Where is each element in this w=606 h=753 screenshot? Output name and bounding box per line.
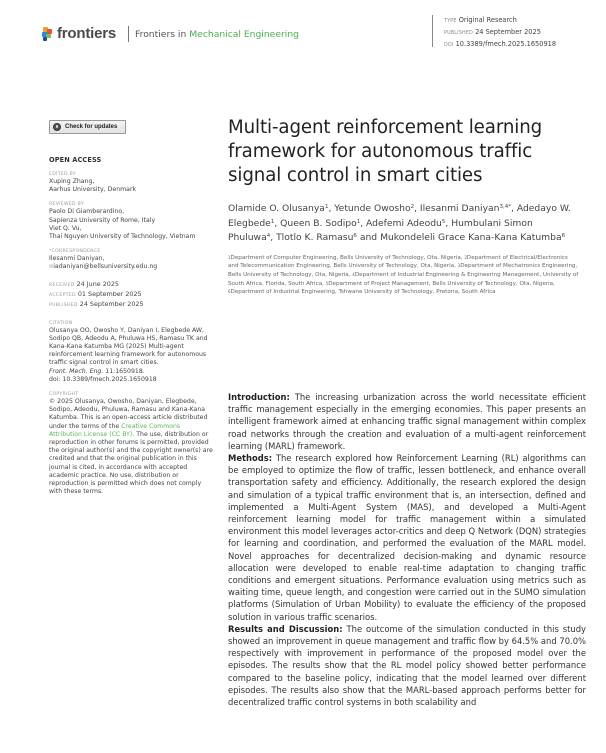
open-access-label: OPEN ACCESS	[49, 156, 102, 164]
received-date: RECEIVED 24 June 2025	[49, 279, 119, 288]
correspondence-email[interactable]: ✉ iadaniyan@bellsuniversity.edu.ng	[49, 263, 214, 271]
affiliation-marker: 6	[228, 289, 231, 295]
crossmark-icon	[53, 123, 61, 131]
reviewed-by-label: REVIEWED BY	[49, 202, 84, 208]
logo-text: frontiers	[57, 25, 117, 42]
author-name[interactable]: Adedayo W. Elegbede	[228, 203, 571, 229]
affiliation-marker: 2	[464, 254, 467, 260]
author-list: Olamide O. Olusanya$^1$, Yetunde Owosho$^2$, Ilesanmi Daniyan$^{3,4*}$, Adedayo W. Elegbede$^1$, Queen B. Sodipo$^1$, Adefemi Adeodu$^5$, Humbulani Simon Phuluwa$^4$, Tlotlo K. Ramasu$^6$ and Mukondeleli Grace Kana-Kana Katumba$^6$	[228, 203, 571, 244]
affiliation: Department of Mechatronics Engineering, Bells University of Technology, Ota, Nigeria,	[228, 263, 578, 278]
author-name[interactable]: Adefemi Adeodu	[366, 217, 442, 229]
author-name[interactable]: Olamide O. Olusanya	[228, 203, 325, 214]
author-name[interactable]: Humbulani Simon Phuluwa	[228, 217, 533, 244]
affiliation: Department of Industrial Engineering, Tshwane University of Technology, Pretoria, South Africa	[230, 289, 496, 296]
article-sidebar	[49, 120, 214, 496]
affiliation-marker: 1	[228, 254, 231, 260]
citation-journal: Front. Mech. Eng.	[49, 367, 104, 375]
author-affiliation-marker: 1	[324, 204, 329, 210]
abstract-methods: Methods: The research explored how Reinforcement Learning (RL) algorithms can be employed to optimize the flow of traffic, lessen bottleneck, and enhance overall transportation safety and efficiency. Additionally, the research explored the design and simulation of a typical traffic environment that is, an intersection, defined and implemented a Multi-Agent System (MAS), and developed a Multi-Agent reinforcement learning model for traffic management within a simulated environment this model leverages actor-critics and deep Q Network (DQN) strategies for learning and coordination, and performed the evaluation of the MARL model. Novel approaches for decentralized decision-making and dynamic resource allocation were developed to enable real-time adaptation to changing traffic conditions and emergent situations. Performance evaluation using metrics such as waiting time, queue length, and congestion were carried out in the SUMO simulation platforms (Simulation of Urban Mobility) to evaluate the efficiency of the proposed solution in various traffic scenarios.	[228, 453, 586, 622]
author-affiliation-marker: 4	[266, 233, 271, 240]
abstract	[228, 391, 586, 708]
author-name[interactable]: Ilesanmi Daniyan	[419, 203, 500, 214]
correspondence-name: Ilesanmi Daniyan,	[49, 255, 105, 263]
affiliation-marker: 5	[325, 280, 329, 286]
affiliation: Department of Electrical/Electronics and Telecommunication Engineering, Bells University of Technology, Ota, Nigeria,	[228, 254, 568, 270]
abstract-introduction: Introduction: The increasing urbanization across the world necessitate efficient traffic management especially in the emerging economies. This paper presents an intelligent framework aimed at enhancing traffic signal management within complex road networks through the creation and evaluation of a multi-agent reinforcement learning (MARL) framework.	[228, 392, 586, 451]
edited-by-label: EDITED BY	[49, 172, 76, 177]
affiliation: Department of Computer Engineering, Bells University of Technology, Ota, Nigeria,	[230, 254, 465, 261]
author-affiliation-marker: 6	[353, 233, 357, 240]
editor-affiliation: Aarhus University, Denmark	[49, 186, 137, 194]
author-affiliation-marker: 6	[561, 233, 566, 240]
author-affiliation-marker: 1	[270, 218, 275, 225]
author-name[interactable]: Tlotlo K. Ramasu	[276, 232, 354, 244]
reviewer-affiliation: Thai Nguyen University of Technology, Vietnam	[49, 233, 196, 241]
author-affiliation-marker: 5	[441, 218, 446, 225]
reviewer-affiliation: Sapienza University of Rome, Italy	[49, 216, 156, 224]
article-dates	[49, 280, 214, 311]
affiliation: Department of Project Management, Bells University of Technology, Ota, Nigeria,	[328, 280, 555, 287]
article-type: TYPE Original Research	[444, 16, 517, 24]
header-divider	[128, 26, 129, 42]
frontiers-logo[interactable]	[42, 25, 116, 42]
citation-text: Olusanya OO, Owosho Y, Daniyan I, Elegbede AW, Sodipo QB, Adeodu A, Phuluwa HS, Ramasu TK and Kana-Kana Katumba MG (2025) Multi-agent reinforcement learning framework for autonomous traffic signal control in smart cities. Front. Mech. Eng. 11:1650918. doi: 10.3389/fmech.2025.1650918	[49, 326, 208, 383]
editor-name: Xuping Zhang,	[49, 178, 95, 185]
affiliation-marker: 4	[352, 271, 355, 277]
author-name[interactable]: Yetunde Owosho	[334, 203, 411, 214]
reviewer-name: Viet Q. Vu,	[49, 224, 82, 232]
affiliation-marker: 3	[457, 263, 461, 269]
citation-doi[interactable]: doi: 10.3389/fmech.2025.1650918	[49, 375, 157, 383]
author-name[interactable]: Mukondeleli Grace Kana-Kana Katumba	[380, 232, 562, 244]
article-title: Multi-agent reinforcement learning framework for autonomous traffic signal control in smart cities	[228, 117, 543, 186]
correspondence-label: *CORRESPONDENCE	[49, 249, 101, 255]
published-date-sidebar: PUBLISHED 24 September 2025	[49, 300, 144, 309]
journal-title: Mechanical Engineering	[189, 29, 299, 40]
reviewer-name: Paolo Di Giamberardino,	[49, 208, 125, 216]
citation-label: CITATION	[49, 320, 73, 326]
published-date: PUBLISHED 24 September 2025	[444, 28, 541, 36]
author-affiliation-marker: 3,4*	[499, 204, 511, 210]
journal-name[interactable]	[135, 29, 299, 40]
frontiers-logo-icon	[42, 27, 53, 41]
article-header	[228, 116, 580, 297]
affiliation-list	[228, 254, 580, 297]
copyright-label: COPYRIGHT	[49, 391, 79, 397]
check-for-updates-button[interactable]: Check for updates	[49, 120, 126, 134]
affiliation: Department of Industrial Engineering & Engineering Management, University of South Africa, Florida, South Africa,	[228, 271, 579, 287]
accepted-date: ACCEPTED 01 September 2025	[49, 289, 142, 298]
abstract-results: Results and Discussion: The outcome of the simulation conducted in this study showed an improvement in queue management and traffic flow by 64.5% and 70.0% respectively with improvement in performance of the proposed model over the episodes. The results show that the RL model policy showed better performance compared to the baseline policy, indicating that the model learned over different episodes. The results also show that the MARL-based approach performs better for decentralized traffic control systems in both scalability and	[228, 623, 586, 708]
article-meta	[432, 15, 556, 47]
cc-by-license-link[interactable]: Creative Commons Attribution License (CC BY).	[49, 422, 181, 438]
copyright-text: © 2025 Olusanya, Owosho, Daniyan, Elegbede, Sodipo, Adeodu, Phuluwa, Ramasu and Kana-Kana Katumba. This is an open-access article distributed under the terms of the Creative Commons Attribution License (CC BY). The use, distribution or reproduction in other forums is permitted, provided the original author(s) and the copyright owner(s) are credited and that the original publication in this journal is cited, in accordance with accepted academic practice. No use, distribution or reproduction is permitted which does not comply with these terms.	[49, 397, 213, 496]
author-affiliation-marker: 1	[356, 218, 361, 225]
author-name[interactable]: Queen B. Sodipo	[280, 217, 357, 229]
article-doi[interactable]: DOI 10.3389/fmech.2025.1650918	[444, 40, 557, 48]
journal-prefix: Frontiers in	[135, 29, 190, 40]
author-affiliation-marker: 2	[410, 204, 415, 210]
